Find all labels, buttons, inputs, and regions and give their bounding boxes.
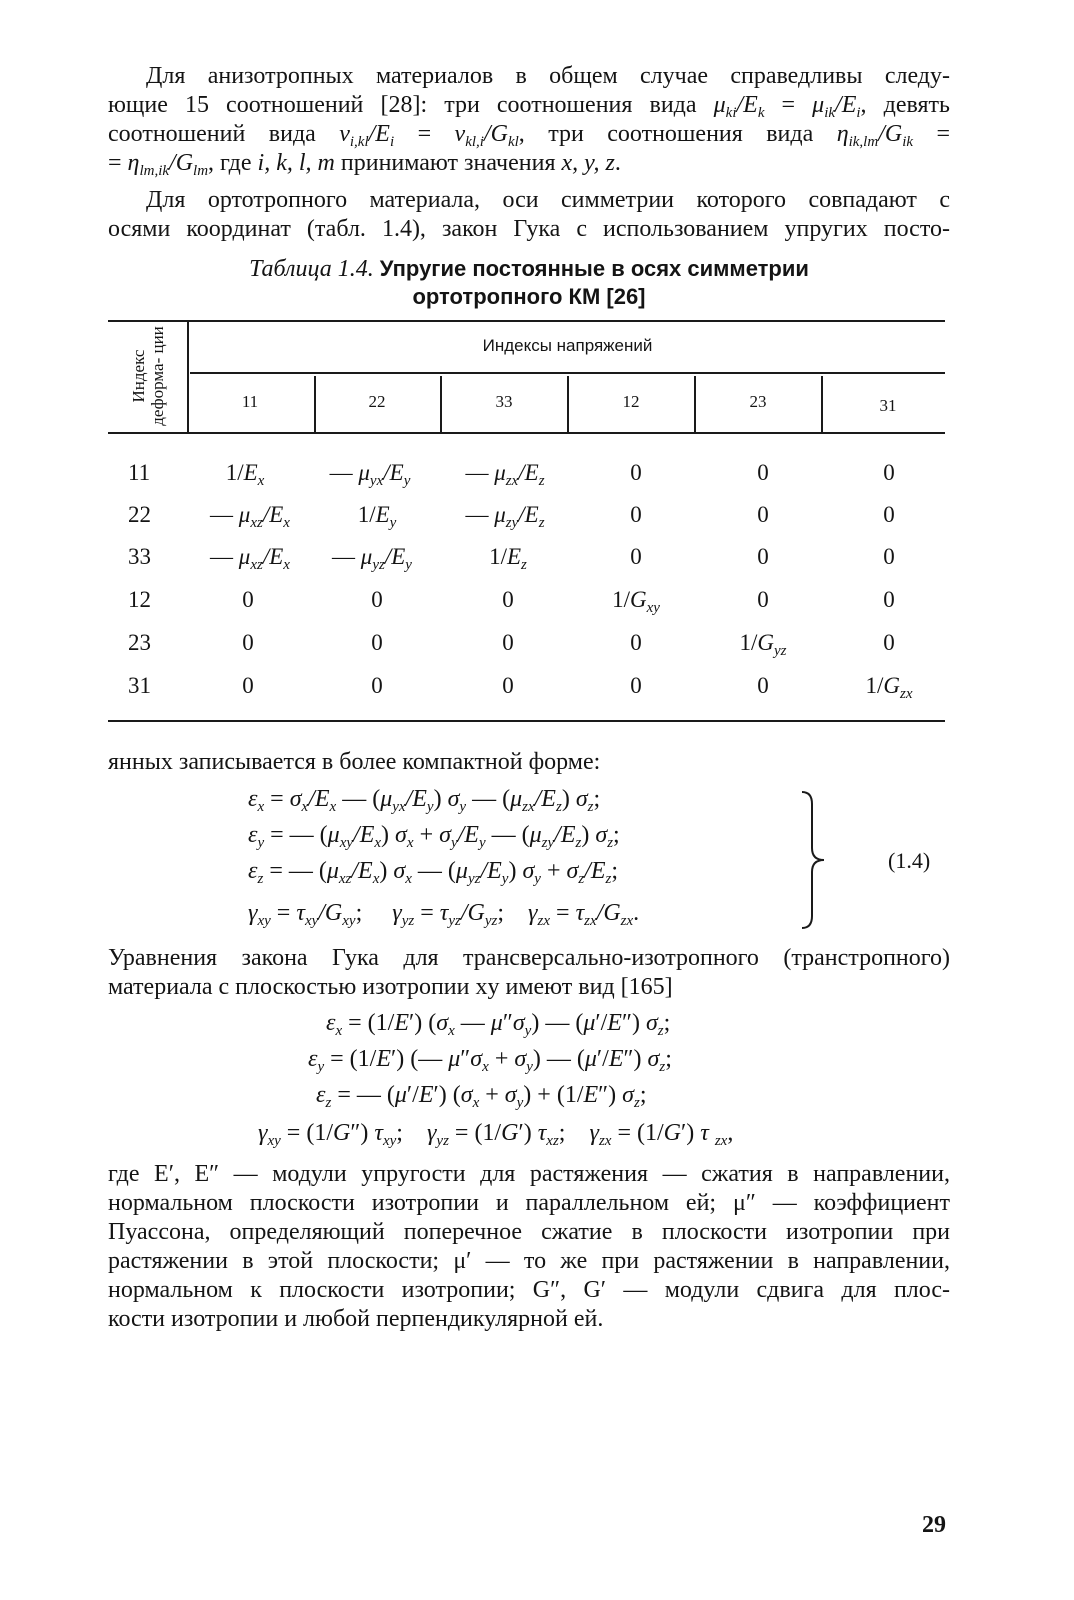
table-cell: 0 bbox=[371, 630, 383, 655]
column-header: 11 bbox=[241, 392, 259, 411]
table-cell: 0 bbox=[757, 544, 769, 569]
table-cell: 0 bbox=[630, 630, 642, 655]
column-divider bbox=[821, 376, 823, 432]
table-cell: 0 bbox=[630, 544, 642, 569]
column-header: 23 bbox=[749, 392, 767, 411]
row-label: 31 bbox=[128, 673, 151, 698]
table-caption bbox=[108, 255, 950, 311]
text-line: Для анизотропных материалов в общем случае справедливы следу- bbox=[146, 63, 950, 89]
header-divider bbox=[190, 372, 945, 374]
table-cell: $1/G_{xy}$ bbox=[612, 587, 660, 616]
text-line: растяжении в этой плоскости; μ′ — то же при растяжении в направлении, bbox=[108, 1248, 950, 1274]
equation-line: $\varepsilon_z$ = — (μ′/E′) $(\sigma_x + \sigma_y) + (1/E'')$ $\sigma_z$; bbox=[316, 1082, 647, 1111]
row-label: 12 bbox=[128, 587, 151, 612]
row-label: 22 bbox=[128, 502, 151, 527]
table-cell: 0 bbox=[630, 673, 642, 698]
table-cell: 0 bbox=[630, 460, 642, 485]
table-cell: 0 bbox=[242, 630, 254, 655]
text-line: осями координат (табл. 1.4), закон Гука с использованием упругих посто- bbox=[108, 216, 950, 242]
caption-title-line2: ортотропного КМ [26] bbox=[412, 284, 646, 309]
equation-line: $\gamma_{xy} = (1/G'')$ $\tau_{xy}$; $\gamma_{yz} = (1/G')$ $\tau_{xz}$; $\gamma_{zx} = (1/G')$ τ $_{zx}$, bbox=[258, 1120, 734, 1149]
text-line: соотношений вида $\nu_{i,kl}/E_i = \nu_{kl,i}/G_{kl}$, три соотношения вида $\eta_{ik,lm}/G_{ik}$ = bbox=[108, 121, 950, 150]
table-cell: 0 bbox=[883, 502, 895, 527]
text-line: ющие 15 соотношений [28]: три соотношения вида $\mu_{ki}/E_k = \mu_{ik}/E_i$, девять bbox=[108, 92, 950, 121]
table-cell: 0 bbox=[757, 460, 769, 485]
table-cell: 0 bbox=[242, 587, 254, 612]
text-line: нормальном к плоскости изотропии; G″, G′ — модули сдвига для плос- bbox=[108, 1277, 950, 1303]
column-header: 33 bbox=[495, 392, 513, 411]
equation-line: $\gamma_{xy} = \tau_{xy}/G_{xy}$; $\gamma_{yz} = \tau_{yz}/G_{yz}$; $\gamma_{zx} = \tau_{zx}/G_{zx}$. bbox=[248, 900, 640, 929]
table-cell: 0 bbox=[502, 673, 514, 698]
column-divider bbox=[187, 320, 189, 432]
text-line: Пуассона, определяющий поперечное сжатие в плоскости изотропии при bbox=[108, 1219, 950, 1245]
paragraph-orthotropic bbox=[108, 186, 950, 244]
table-cell: 0 bbox=[883, 630, 895, 655]
paragraph-transtropic bbox=[108, 944, 950, 1002]
table-cell: $1/G_{zx}$ bbox=[865, 673, 913, 702]
equation-line: $\varepsilon_x = (1/E')$ ($\sigma_x$ — $\mu''\sigma_y$) — (μ′/E″) $\sigma_z$; bbox=[326, 1010, 671, 1039]
table-cell: — $\mu_{yx}/E_y$ bbox=[329, 460, 411, 489]
table-cell: 0 bbox=[883, 587, 895, 612]
table-cell: — $\mu_{xz}/E_x$ bbox=[210, 544, 290, 573]
table-cell: 0 bbox=[630, 502, 642, 527]
paragraph-anisotropic bbox=[108, 62, 950, 178]
text-line: нормальном плоскости изотропии и параллельном ей; μ″ — коэффициент bbox=[108, 1190, 950, 1216]
column-header: 12 bbox=[622, 392, 640, 411]
column-divider bbox=[314, 376, 316, 432]
right-brace-icon bbox=[800, 790, 830, 930]
table-cell: 0 bbox=[883, 544, 895, 569]
table-cell: 0 bbox=[242, 673, 254, 698]
table-cell: — $\mu_{yz}/E_y$ bbox=[332, 544, 412, 573]
table-cell: — $\mu_{zx}/E_z$ bbox=[465, 460, 545, 489]
text-line: = $\eta_{lm,ik}/G_{lm}$, где i, k, l, m принимают значения x, y, z. bbox=[108, 150, 621, 179]
table-cell: $1/E_z$ bbox=[489, 544, 527, 573]
paragraph-definitions bbox=[108, 1160, 950, 1334]
caption-title-line1: Упругие постоянные в осях симметрии bbox=[379, 256, 809, 281]
table-cell: 0 bbox=[371, 673, 383, 698]
text-line: Для ортотропного материала, оси симметрии которого совпадают с bbox=[146, 187, 950, 213]
table-cell: — $\mu_{zy}/E_z$ bbox=[465, 502, 545, 531]
caption-label: Таблица 1.4. bbox=[249, 256, 374, 282]
text-line: янных записывается в более компактной форме: bbox=[108, 749, 601, 775]
row-label: 33 bbox=[128, 544, 151, 569]
table-cell: 0 bbox=[502, 630, 514, 655]
table-bottom-rule bbox=[108, 720, 945, 722]
text-line: кости изотропии и любой перпендикулярной ей. bbox=[108, 1306, 604, 1332]
column-divider bbox=[440, 376, 442, 432]
page-number: 29 bbox=[922, 1512, 946, 1538]
equation-line: $\varepsilon_y$ = — $(\mu_{xy}/E_x) \sigma_x + \sigma_y/E_y$ — $(\mu_{zy}/E_z)$ $\sigma_z$; bbox=[248, 822, 620, 851]
table-cell: $1/G_{yz}$ bbox=[739, 630, 787, 659]
row-label: 11 bbox=[128, 460, 151, 485]
text-line: где E′, E″ — модули упругости для растяжения — сжатия в направлении, bbox=[108, 1161, 950, 1187]
column-divider bbox=[567, 376, 569, 432]
table-cell: 0 bbox=[883, 460, 895, 485]
column-header: 31 bbox=[879, 396, 897, 415]
header-bottom-rule bbox=[108, 432, 945, 434]
table-cell: 0 bbox=[371, 587, 383, 612]
column-header: 22 bbox=[368, 392, 386, 411]
column-group-header: Индексы напряжений bbox=[482, 336, 653, 355]
table-cell: $1/E_y$ bbox=[357, 502, 397, 531]
row-header bbox=[114, 322, 182, 430]
equation-number: (1.4) bbox=[888, 848, 931, 873]
table-cell: 0 bbox=[757, 673, 769, 698]
table-cell: $1/E_x$ bbox=[225, 460, 265, 489]
equation-line: $\varepsilon_y = (1/E')$ (— $\mu''\sigma_x + \sigma_y$) — (μ′/E″) $\sigma_z$; bbox=[308, 1046, 672, 1075]
table-cell: — $\mu_{xz}/E_x$ bbox=[210, 502, 290, 531]
paragraph-compact-form bbox=[108, 748, 950, 777]
column-divider bbox=[694, 376, 696, 432]
row-label: 23 bbox=[128, 630, 151, 655]
table-cell: 0 bbox=[757, 587, 769, 612]
table-top-rule bbox=[108, 320, 945, 322]
text-line: материала с плоскостью изотропии xy имеют вид [165] bbox=[108, 974, 673, 1000]
text-line: Уравнения закона Гука для трансверсально-изотропного (транстропного) bbox=[108, 945, 950, 971]
table-cell: 0 bbox=[757, 502, 769, 527]
equation-line: $\varepsilon_x = \sigma_x/E_x$ — $(\mu_{yx}/E_y)$ $\sigma_y$ — $(\mu_{zx}/E_z)$ $\sigma_z$; bbox=[248, 786, 601, 815]
row-header-text: Индекс деформа- ции bbox=[129, 326, 167, 426]
table-cell: 0 bbox=[502, 587, 514, 612]
equation-line: $\varepsilon_z$ = — $(\mu_{xz}/E_x)$ $\sigma_x$ — $(\mu_{yz}/E_y) \sigma_y + \sigma_z/E_z$; bbox=[248, 858, 619, 887]
